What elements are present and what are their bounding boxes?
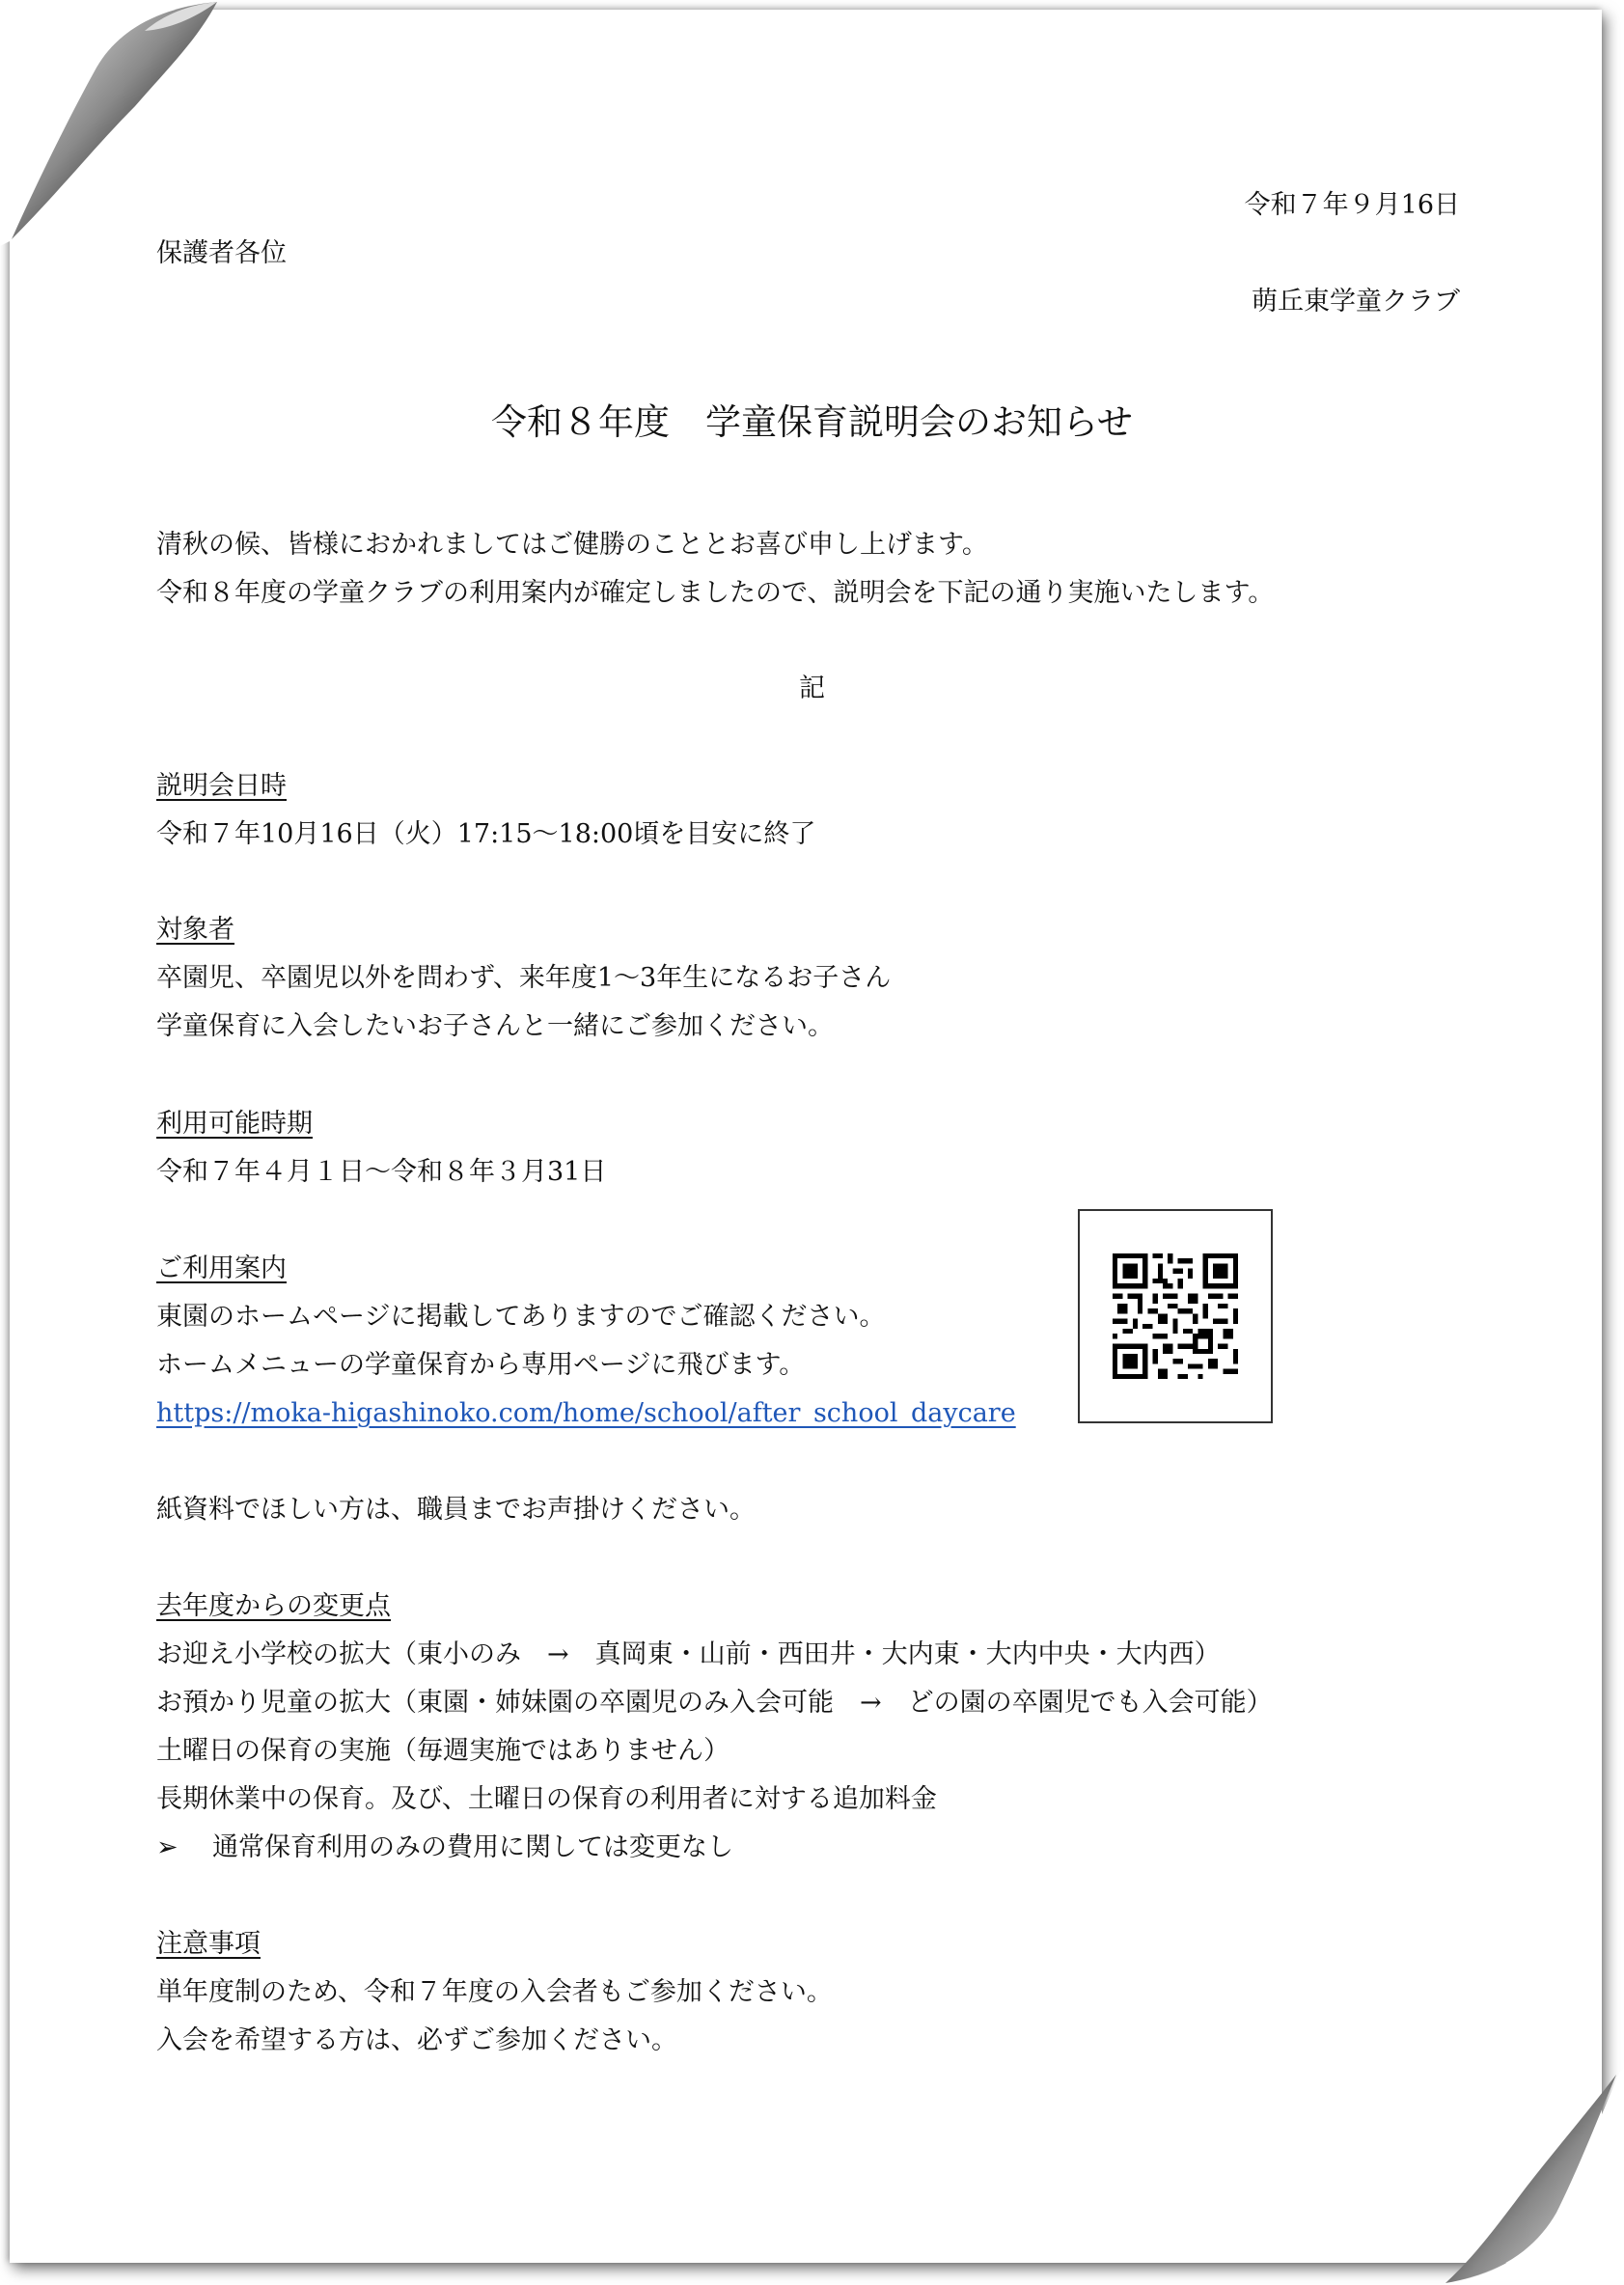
- heading-notes: 注意事項: [156, 1929, 261, 1959]
- page-curl-top-left: [0, 0, 232, 251]
- page-title: 令和８年度 学童保育説明会のお知らせ: [491, 401, 1133, 443]
- heading-target: 対象者: [156, 915, 234, 945]
- target-line-1: 卒園児、卒園児以外を問わず、来年度1～3年生になるお子さん: [156, 963, 892, 993]
- sender: 萌丘東学童クラブ: [1252, 287, 1460, 317]
- qr-code-frame: [1078, 1209, 1273, 1423]
- guide-line-2: ホームメニューの学童保育から専用ページに飛びます。: [156, 1350, 806, 1380]
- guide-url-link[interactable]: https://moka-higashinoko.com/home/school/after_school_daycare: [156, 1398, 1016, 1428]
- ki-marker: 記: [799, 674, 825, 703]
- change-line-3: 土曜日の保育の実施（毎週実施ではありません）: [156, 1736, 729, 1766]
- notes-line-1: 単年度制のため、令和７年度の入会者もご参加ください。: [156, 1977, 833, 2007]
- paper-request-note: 紙資料でほしい方は、職員までお声掛けください。: [156, 1495, 756, 1525]
- change-line-4: 長期休業中の保育。及び、土曜日の保育の利用者に対する追加料金: [156, 1784, 937, 1814]
- change-bullet-text: 通常保育利用のみの費用に関しては変更なし: [212, 1832, 733, 1862]
- change-line-1: お迎え小学校の拡大（東小のみ → 真岡東・山前・西田井・大内東・大内中央・大内西）: [156, 1639, 1221, 1669]
- heading-datetime: 説明会日時: [156, 771, 287, 801]
- heading-period: 利用可能時期: [156, 1109, 313, 1139]
- period-line: 令和７年４月１日～令和８年３月31日: [156, 1157, 607, 1187]
- page-curl-bottom-right: [1431, 2063, 1624, 2285]
- intro-line-1: 清秋の候、皆様におかれましてはご健勝のこととお喜び申し上げます。: [156, 530, 988, 560]
- change-line-2: お預かり児童の拡大（東園・姉妹園の卒園児のみ入会可能 → どの園の卒園児でも入会可能）: [156, 1688, 1273, 1718]
- issue-date: 令和７年９月16日: [1244, 190, 1460, 220]
- intro-line-2: 令和８年度の学童クラブの利用案内が確定しましたので、説明会を下記の通り実施いたします。: [156, 578, 1275, 608]
- heading-guide: ご利用案内: [156, 1253, 287, 1283]
- heading-changes: 去年度からの変更点: [156, 1591, 391, 1621]
- notes-line-2: 入会を希望する方は、必ずご参加ください。: [156, 2025, 677, 2055]
- arrow-bullet-icon: ➢: [156, 1832, 179, 1862]
- target-line-2: 学童保育に入会したいお子さんと一緒にご参加ください。: [156, 1011, 834, 1041]
- qr-code-icon: [1113, 1253, 1238, 1379]
- datetime-line: 令和７年10月16日（火）17:15～18:00頃を目安に終了: [156, 819, 816, 849]
- recipient: 保護者各位: [156, 238, 287, 268]
- guide-line-1: 東園のホームページに掲載してありますのでご確認ください。: [156, 1302, 886, 1332]
- change-bullet: [156, 1829, 733, 1867]
